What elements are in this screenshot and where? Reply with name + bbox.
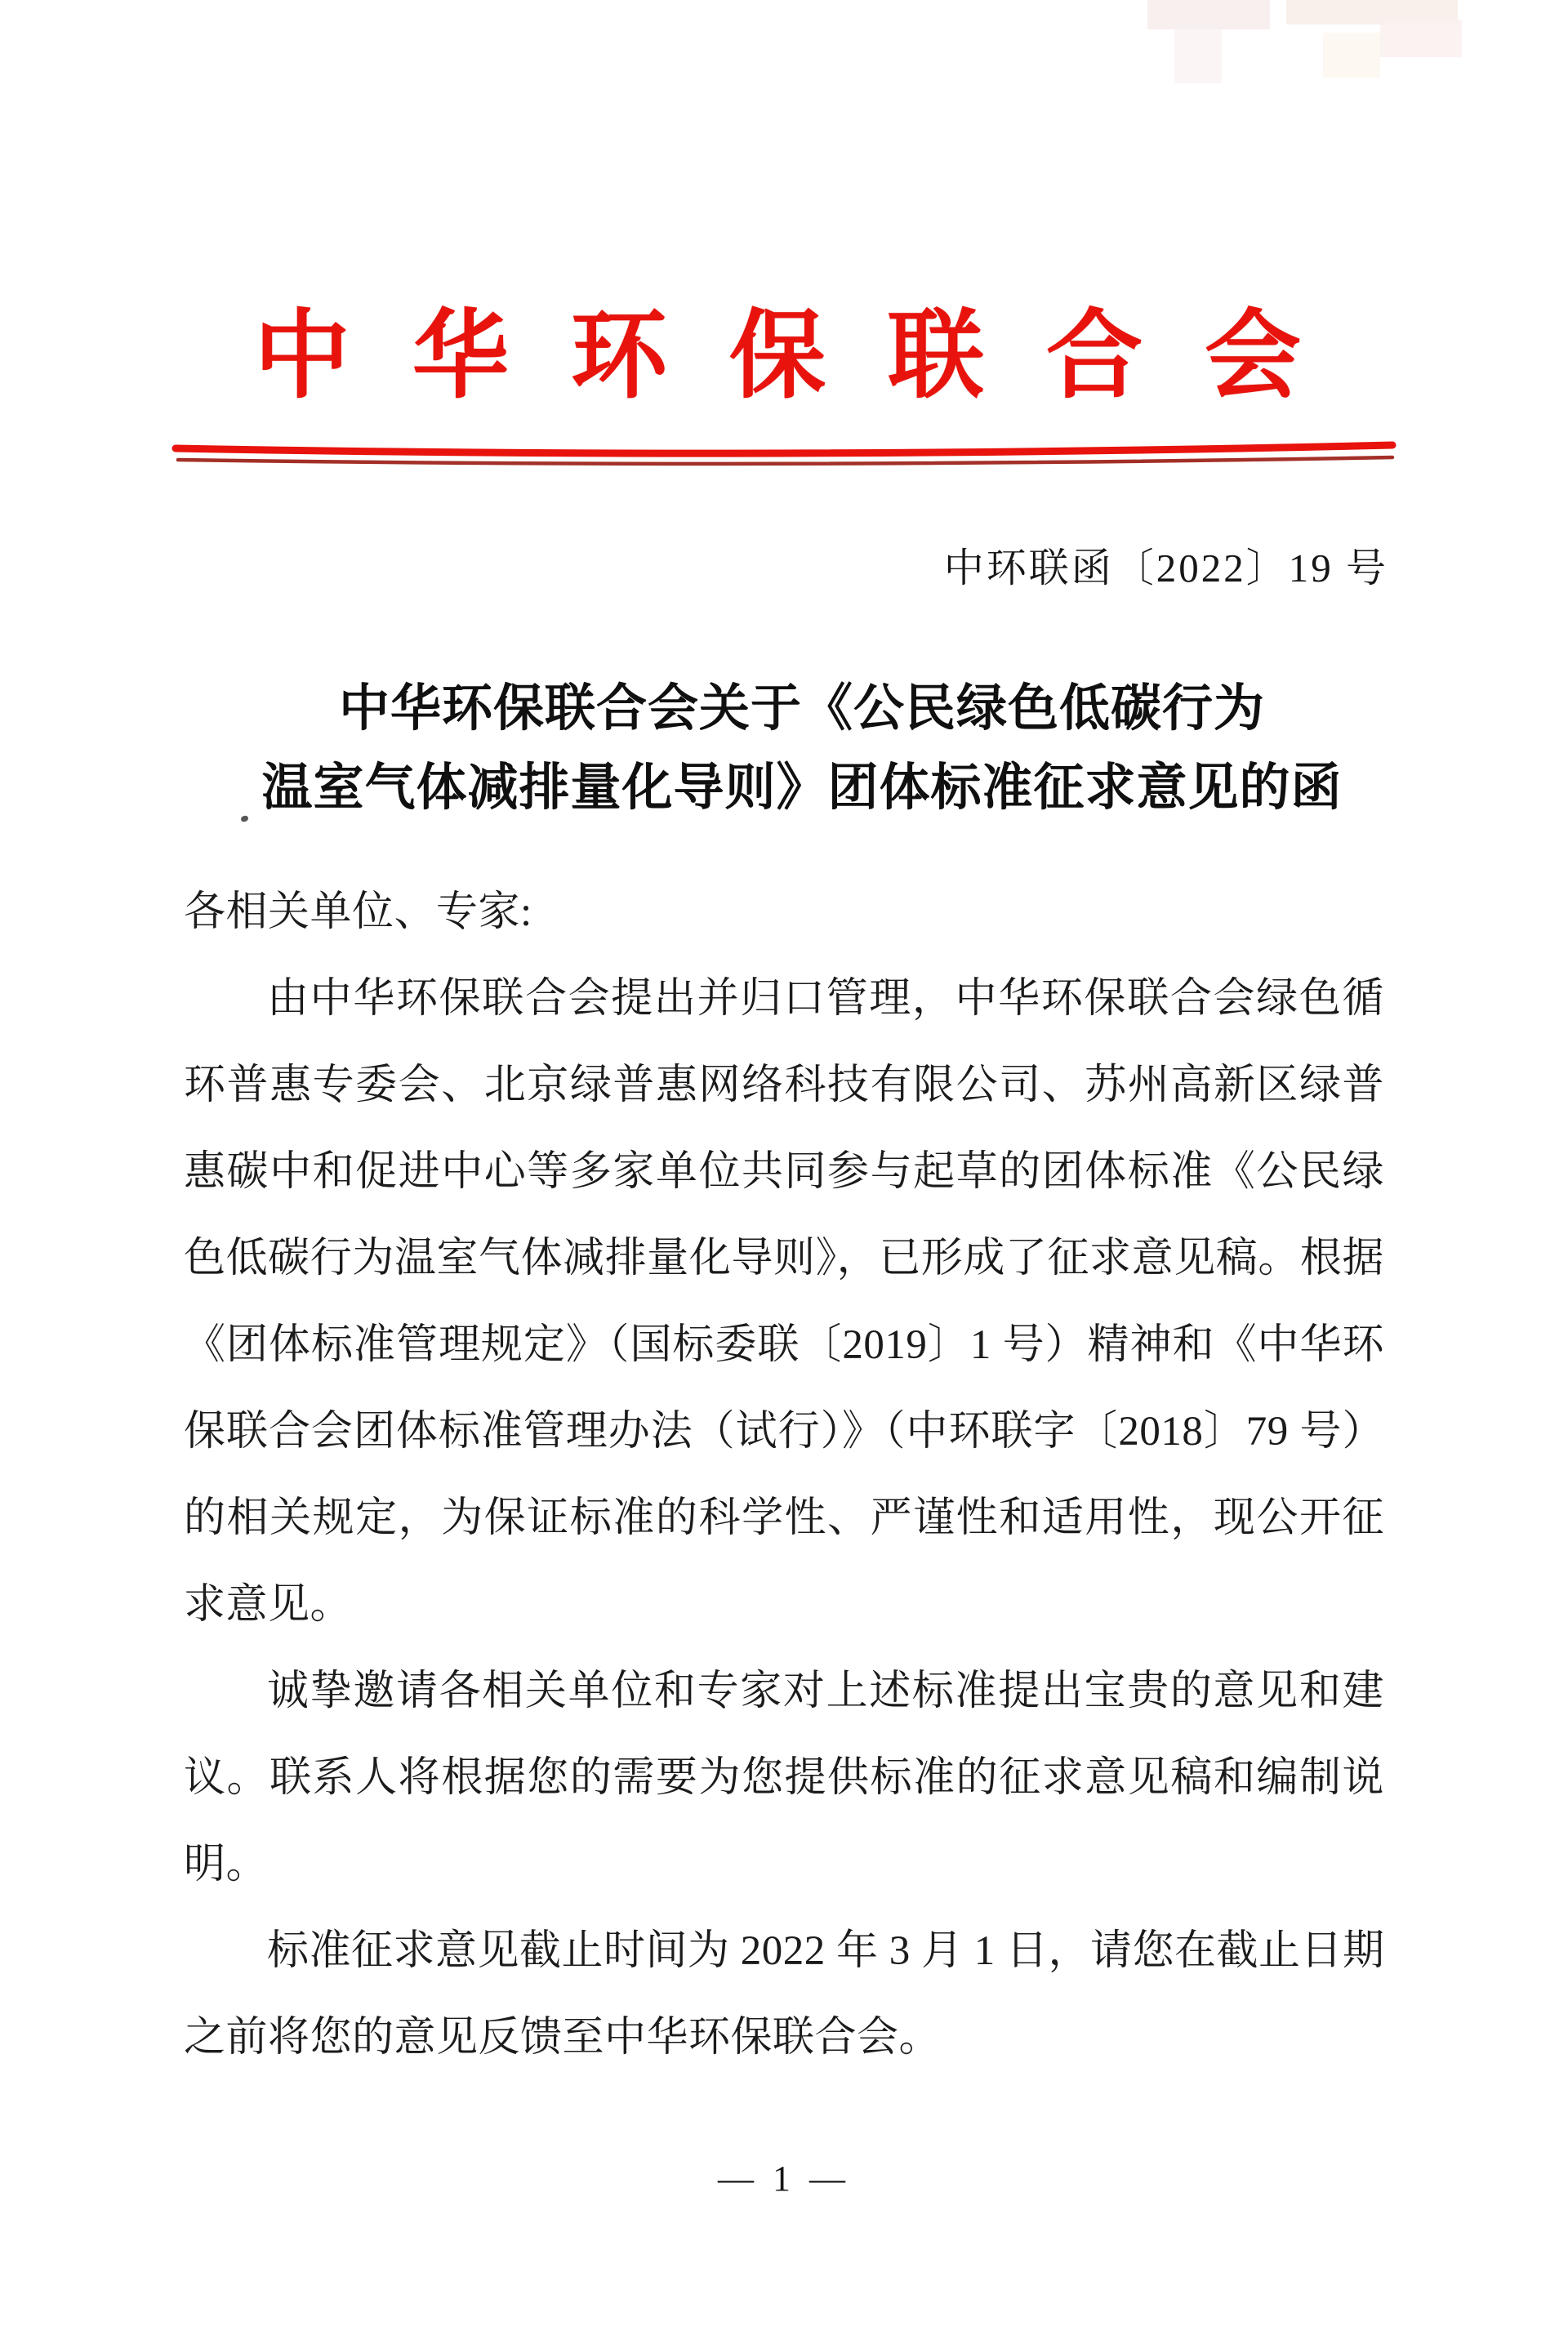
doc-number: 中环联函〔2022〕19 号: [943, 546, 1388, 590]
scan-smudge: [1147, 0, 1270, 29]
body-line: 《团体标准管理规定》（国标委联〔2019〕1 号）精神和《中华环: [184, 1322, 1384, 1368]
page-number: — 1 —: [718, 2159, 850, 2199]
body-line: 诚挚邀请各相关单位和专家对上述标准提出宝贵的意见和建: [267, 1669, 1384, 1714]
body-line: 的相关规定，为保证标准的科学性、严谨性和适用性，现公开征: [184, 1495, 1384, 1541]
body-line: 标准征求意见截止时间为 2022 年 3 月 1 日，请您在截止日期: [267, 1928, 1385, 1974]
body-line: 惠碳中和促进中心等多家单位共同参与起草的团体标准《公民绿: [184, 1149, 1384, 1195]
scan-smudge: [1323, 33, 1380, 78]
scan-smudge: [1174, 23, 1222, 83]
scan-smudge: [1286, 0, 1458, 25]
body-line: 之前将您的意见反馈至中华环保联合会。: [184, 2015, 942, 2061]
scan-smudge: [1380, 20, 1462, 57]
document-title-line2: 温室气体减排量化导则》团体标准征求意见的函: [261, 760, 1343, 816]
body-line: 色低碳行为温室气体减排量化导则》，已形成了征求意见稿。根据: [184, 1236, 1384, 1281]
body-line: 环普惠专委会、北京绿普惠网络科技有限公司、苏州高新区绿普: [184, 1063, 1384, 1108]
document-title-line1: 中华环保联合会关于《公民绿色低碳行为: [338, 681, 1265, 737]
body-line: 由中华环保联合会提出并归口管理，中华环保联合会绿色循: [267, 976, 1384, 1022]
letterhead-rule-divider: [172, 437, 1396, 479]
body-line: 议。联系人将根据您的需要为您提供标准的征求意见稿和编制说: [184, 1755, 1384, 1801]
document-title: [18, 670, 1568, 828]
body-line-greeting: 各相关单位、专家:: [184, 889, 532, 935]
letterhead-org-name: 中华环保联合会: [254, 303, 1364, 410]
body-line: 求意见。: [184, 1582, 353, 1628]
body-line: 明。: [184, 1842, 269, 1887]
body-line: 保联合会团体标准管理办法（试行）》（中环联字〔2018〕79 号）: [184, 1409, 1384, 1455]
body-text: [184, 869, 1384, 2081]
